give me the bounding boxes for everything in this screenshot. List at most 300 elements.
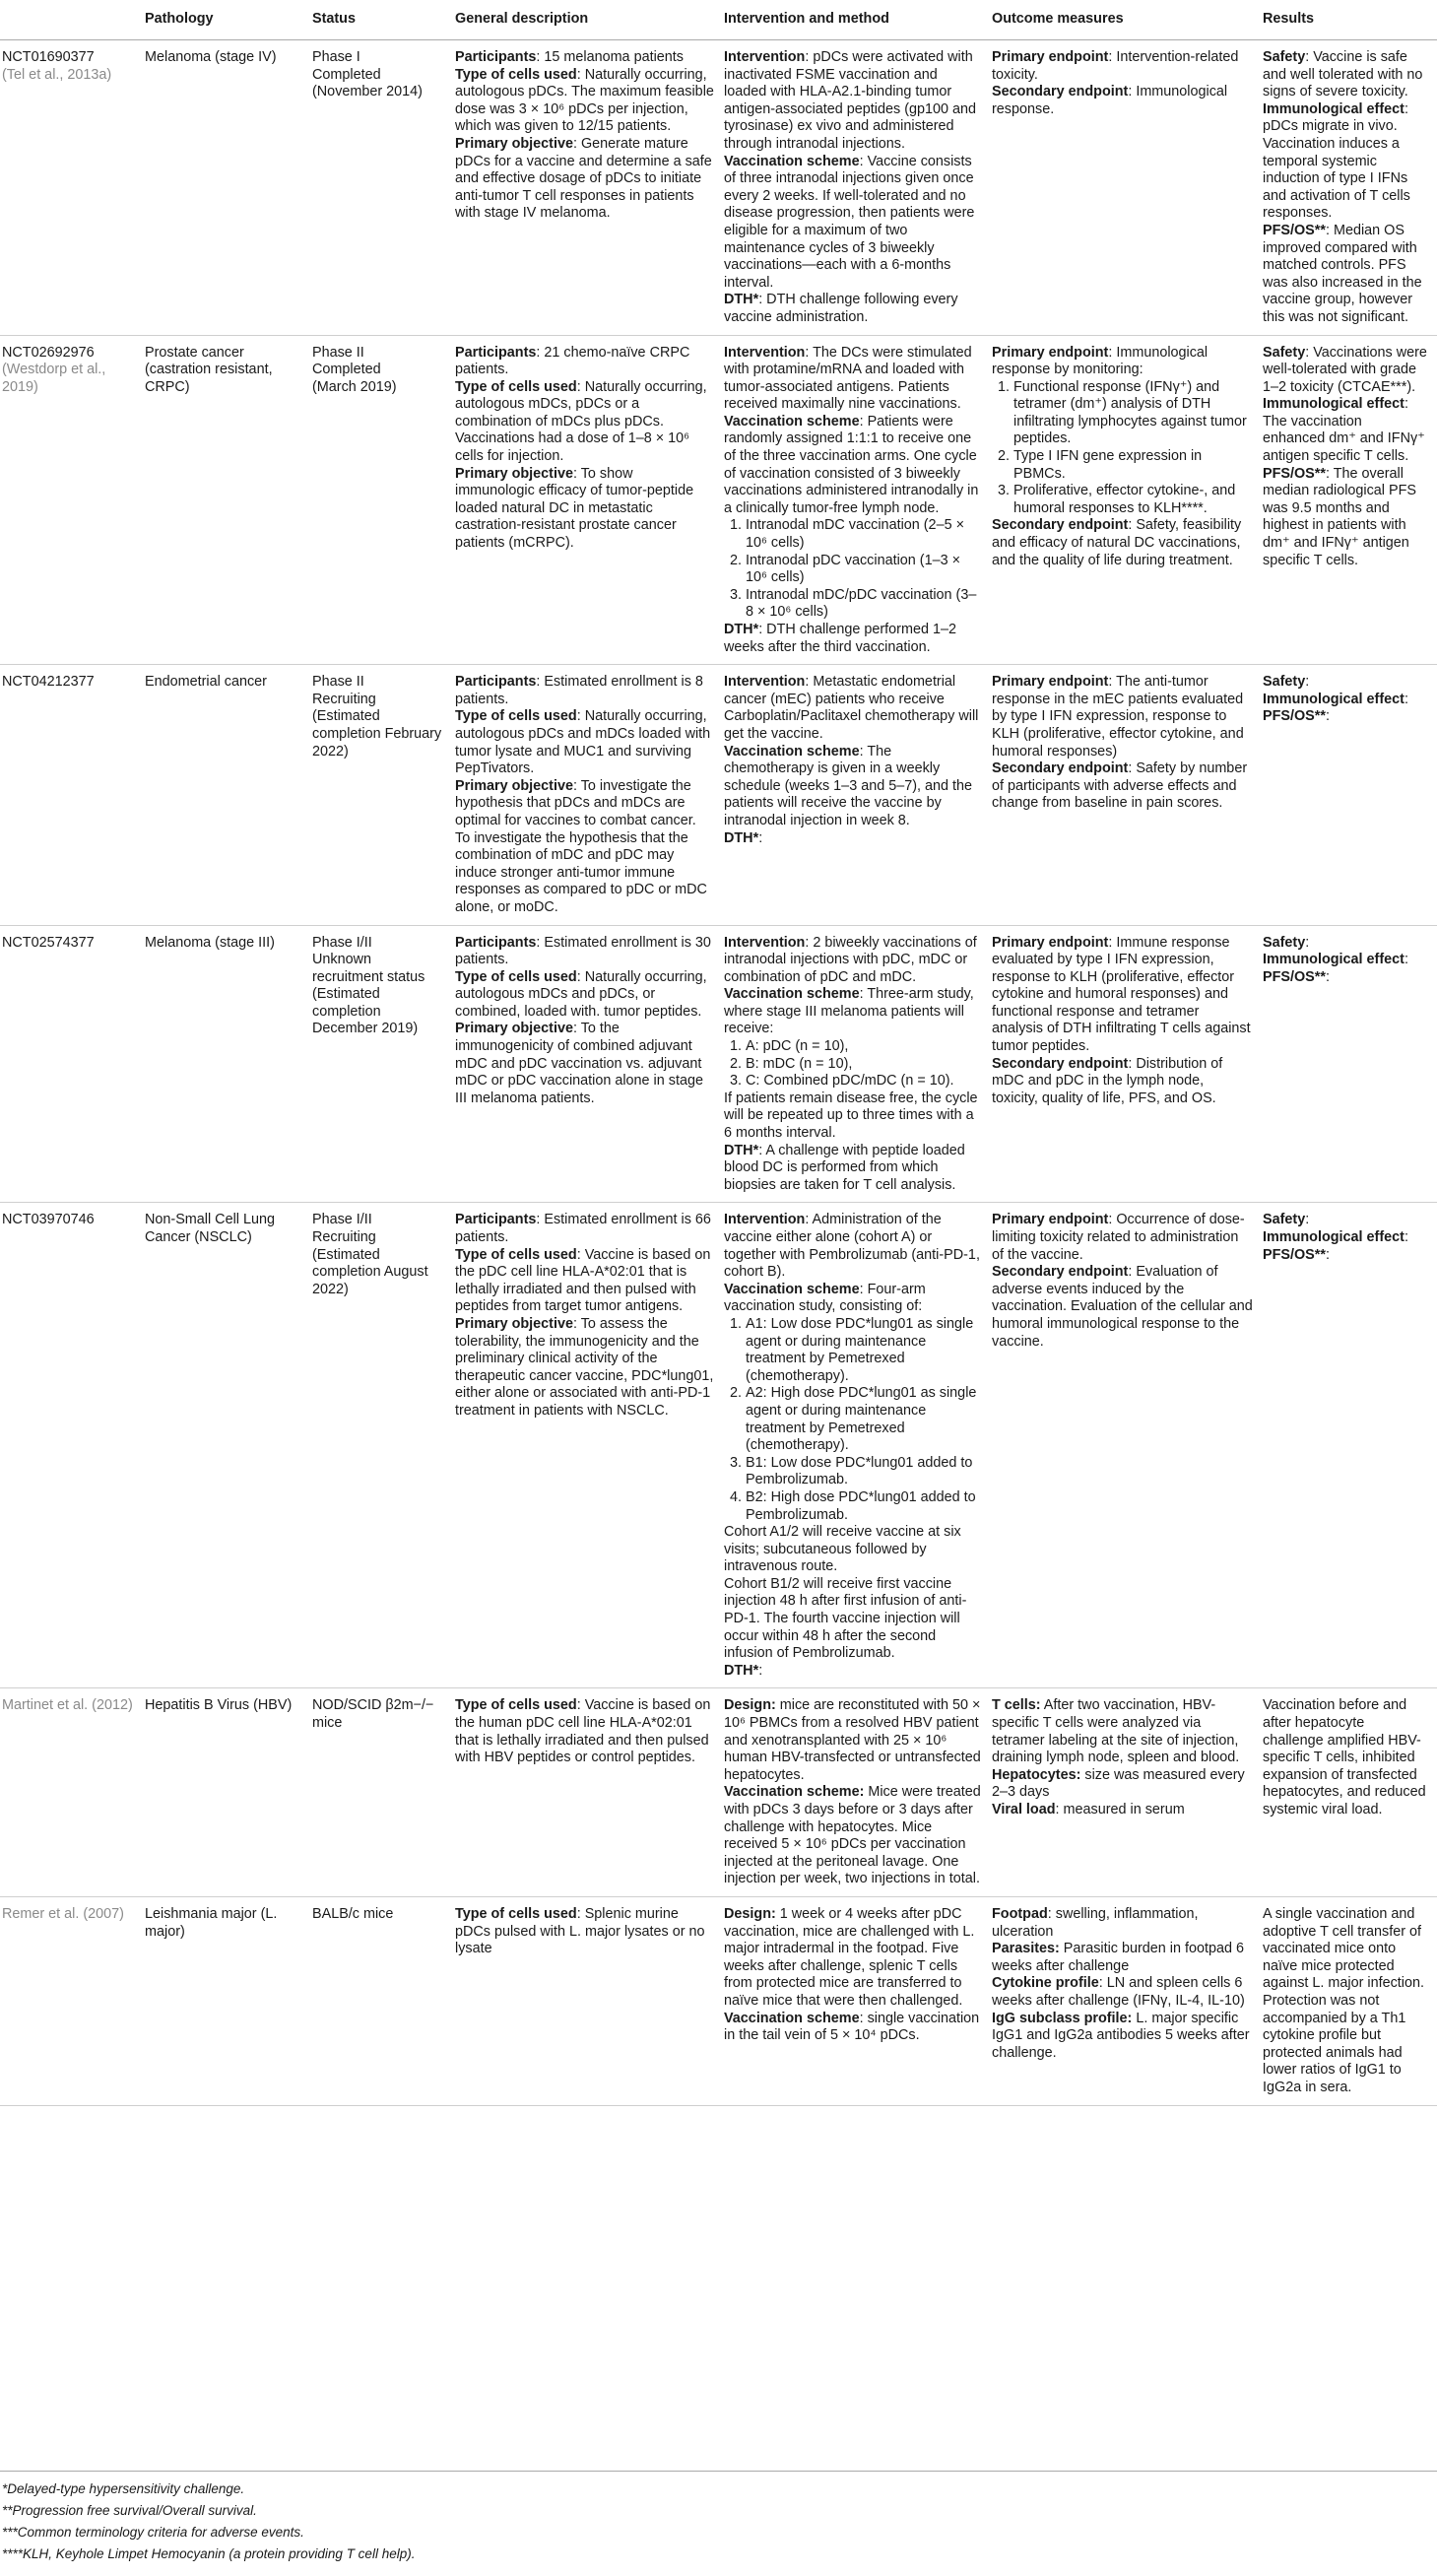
field-text: : To show immunologic efficacy of tumor-peptide loaded natural DC in metastatic castration-resistant prostate cancer patients (mCRPC). (455, 465, 694, 552)
status-line: Phase II (312, 674, 364, 691)
field-label: Intervention (724, 934, 806, 951)
field-text: : (1305, 1212, 1310, 1228)
paragraph (992, 49, 1253, 84)
table-body (0, 40, 1437, 2106)
list-item: 2. Type I IFN gene expression in PBMCs. (1013, 448, 1253, 483)
intervention-cell (724, 925, 992, 1203)
col-header-outcome: Outcome measures (992, 0, 1263, 40)
field-text: Vaccination before and after hepatocyte challenge amplified HBV-specific T cells, inhibited expansion of transfected hepatocytes, and reduced systemic viral load. (1263, 1697, 1426, 1817)
paragraph (455, 49, 714, 67)
paragraph (1263, 1229, 1427, 1247)
field-text: : Estimated enrollment is 66 patients. (455, 1212, 711, 1245)
field-text: : Naturally occurring, autologous mDCs and pDCs, or combined, loaded with. tumor peptides. (455, 968, 707, 1020)
paragraph (992, 1767, 1253, 1802)
paragraph (1263, 1212, 1427, 1229)
field-label: Design: (724, 1697, 776, 1714)
status-line: Completed (312, 362, 381, 378)
status-line: Phase I/II (312, 1212, 372, 1228)
field-label: Type of cells used (455, 378, 577, 395)
field-text: : (758, 1662, 763, 1679)
description-cell (455, 1203, 724, 1688)
field-label: Primary endpoint (992, 344, 1109, 361)
paragraph (1263, 1906, 1427, 2097)
footnote-pfs-os: **Progression free survival/Overall survival. (2, 2503, 257, 2518)
reference-citation: (Westdorp et al., 2019) (2, 362, 106, 395)
field-text: : swelling, inflammation, ulceration (992, 1905, 1199, 1940)
field-text: : The DCs were stimulated with protamine/mRNA and loaded with tumor-associated antigens. Patients received maximally nine vaccinations. (724, 344, 972, 413)
trial-id-cell (0, 40, 145, 336)
status-line: (Estimated completion February 2022) (312, 708, 442, 760)
field-text: : Safety, feasibility and efficacy of natural DC vaccinations, and the quality of life during treatment. (992, 517, 1242, 568)
paragraph (455, 345, 714, 379)
outcome-cell (992, 1896, 1263, 2105)
field-text: : The anti-tumor response in the mEC patients evaluated by type I IFN expression, response to KLH (proliferative, effector cytokine, and humoral responses) (992, 674, 1244, 760)
field-text: Cohort A1/2 will receive vaccine at six visits; subcutaneous followed by intravenous route. (724, 1524, 961, 1575)
paragraph (1263, 1697, 1427, 1818)
reference-citation: Martinet et al. (2012) (2, 1697, 133, 1714)
list-item: 2. A2: High dose PDC*lung01 as single agent or during maintenance treatment by Pemetrexed (chemotherapy). (746, 1385, 982, 1454)
trial-id-cell (0, 335, 145, 665)
paragraph (992, 1264, 1253, 1351)
header-row (0, 0, 1437, 40)
field-label: Secondary endpoint (992, 1264, 1129, 1281)
paragraph (724, 1697, 982, 1784)
status-cell (312, 925, 455, 1203)
field-text: : The vaccination enhanced dm⁺ and IFNγ⁺ antigen specific T cells. (1263, 396, 1425, 465)
field-text: : (1325, 968, 1330, 985)
paragraph (724, 1212, 982, 1281)
field-label: Vaccination scheme (724, 413, 860, 429)
outcome-cell (992, 665, 1263, 925)
field-label: Safety (1263, 934, 1306, 951)
numbered-list (992, 379, 1253, 518)
field-text: : pDCs were activated with inactivated FSME vaccination and loaded with HLA-A2.1-binding tumor antigen-associated peptides (gp100 and tyrosinase) ex vivo and administered through intranodal injections. (724, 49, 977, 152)
field-label: Participants (455, 674, 537, 691)
field-label: DTH* (724, 292, 759, 308)
field-text: : DTH challenge following every vaccine administration. (724, 292, 958, 325)
status-line: (November 2014) (312, 84, 423, 100)
field-label: Participants (455, 934, 537, 951)
field-text: : Splenic murine pDCs pulsed with L. major lysates or no lysate (455, 1905, 705, 1957)
paragraph (724, 414, 982, 518)
field-text: : Vaccine consists of three intranodal injections given once every 2 weeks. If well-tolerated and no disease progression, then patients were eligible for a maximum of two maintenance cycles of 3 biweekly vaccinations—each with a 6-months interval. (724, 153, 975, 291)
paragraph (724, 154, 982, 293)
field-text: L. major specific IgG1 and IgG2a antibodies 5 weeks after challenge. (992, 2010, 1250, 2061)
paragraph (1263, 1247, 1427, 1265)
field-label: Vaccination scheme (724, 1281, 860, 1297)
footnote-dth: *Delayed-type hypersensitivity challenge. (2, 2481, 245, 2496)
field-text: size was measured every 2–3 days (992, 1766, 1245, 1801)
field-label: Intervention (724, 344, 806, 361)
field-label: DTH* (724, 1142, 759, 1158)
numbered-list (724, 517, 982, 622)
paragraph (992, 1802, 1253, 1819)
paragraph (455, 1247, 714, 1316)
paragraph (1263, 345, 1427, 397)
paragraph (724, 345, 982, 414)
results-cell (1263, 665, 1437, 925)
trial-id: NCT02692976 (2, 344, 95, 361)
field-label: Primary objective (455, 135, 573, 152)
field-label: Type of cells used (455, 968, 577, 985)
status-line: Unknown recruitment status (312, 952, 425, 985)
paragraph (455, 1212, 714, 1246)
list-item: 3. Proliferative, effector cytokine-, and humoral responses to KLH****. (1013, 483, 1253, 517)
field-label: Primary objective (455, 1315, 573, 1332)
paragraph (992, 1941, 1253, 1975)
col-header-pathology: Pathology (145, 0, 312, 40)
field-text: : measured in serum (1055, 1802, 1185, 1817)
status-line: NOD/SCID β2m−/− mice (312, 1697, 434, 1732)
numbered-list (724, 1316, 982, 1524)
field-text: : Immunological response. (992, 84, 1228, 117)
field-text: : Three-arm study, where stage III melanoma patients will receive: (724, 986, 974, 1037)
pathology-cell: Prostate cancer (castration resistant, CRPC) (145, 335, 312, 665)
paragraph (455, 379, 714, 466)
results-cell (1263, 335, 1437, 665)
field-label: DTH* (724, 1662, 759, 1679)
field-text: : Metastatic endometrial cancer (mEC) patients who receive Carboplatin/Paclitaxel chemotherapy will get the vaccine. (724, 674, 979, 742)
field-label: Immunological effect (1263, 100, 1404, 117)
footnote-divider (0, 2471, 1437, 2472)
status-line: Recruiting (312, 691, 376, 707)
paragraph (724, 1090, 982, 1143)
field-label: Type of cells used (455, 1246, 577, 1263)
paragraph (992, 1212, 1253, 1264)
field-label: Participants (455, 49, 537, 65)
paragraph (992, 1697, 1253, 1766)
paragraph (992, 517, 1253, 569)
status-cell (312, 40, 455, 336)
trial-id-cell (0, 1688, 145, 1897)
table-row (0, 925, 1437, 1203)
paragraph (992, 84, 1253, 118)
field-label: Participants (455, 344, 537, 361)
paragraph (724, 2011, 982, 2045)
list-item: 4. B2: High dose PDC*lung01 added to Pembrolizumab. (746, 1489, 982, 1524)
field-text: : (1325, 1246, 1330, 1263)
field-text: : Immune response evaluated by type I IFN expression, response to KLH (proliferative, effector cytokine and humoral responses) and functional response and tetramer analysis of DTH infiltrating T cells against tumor peptides. (992, 934, 1251, 1055)
field-text: : Occurrence of dose-limiting toxicity related to administration of the vaccine. (992, 1212, 1245, 1263)
paragraph (1263, 935, 1427, 953)
status-line: Phase I (312, 49, 360, 65)
reference-citation: (Tel et al., 2013a) (2, 66, 112, 83)
paragraph (992, 1056, 1253, 1108)
field-label: Viral load (992, 1802, 1056, 1817)
field-text: : (1305, 674, 1310, 691)
field-label: Parasites: (992, 1941, 1060, 1957)
field-label: Intervention (724, 674, 806, 691)
table-row (0, 1896, 1437, 2105)
paragraph (724, 935, 982, 987)
field-label: Secondary endpoint (992, 760, 1129, 777)
paragraph (992, 935, 1253, 1056)
field-label: Primary endpoint (992, 674, 1109, 691)
field-label: Vaccination scheme (724, 986, 860, 1003)
outcome-cell (992, 1688, 1263, 1897)
col-header-description: General description (455, 0, 724, 40)
field-text: : Naturally occurring, autologous pDCs and mDCs loaded with tumor lysate and MUC1 and surviving PepTivators. (455, 708, 711, 777)
field-text: : Median OS improved compared with matched controls. PFS was also increased in the vaccine group, however this was not significant. (1263, 222, 1422, 325)
field-label: Design: (724, 1905, 776, 1922)
intervention-cell (724, 40, 992, 336)
results-cell (1263, 1688, 1437, 1897)
paragraph (724, 1282, 982, 1316)
field-text: : Vaccine is based on the pDC cell line HLA-A*02:01 that is lethally irradiated and then pulsed with peptides from target tumor antigens. (455, 1246, 711, 1315)
field-text: : Safety by number of participants with adverse effects and change from baseline in pain scores. (992, 760, 1248, 812)
field-text: : 21 chemo-naïve CRPC patients. (455, 344, 690, 378)
status-line: Completed (312, 66, 381, 83)
field-label: Vaccination scheme (724, 153, 860, 169)
field-label: Vaccination scheme (724, 743, 860, 760)
field-label: Safety (1263, 49, 1306, 65)
field-label: Immunological effect (1263, 1229, 1404, 1245)
status-line: (Estimated completion August 2022) (312, 1246, 428, 1297)
paragraph (724, 1784, 982, 1888)
field-label: Cytokine profile (992, 1975, 1099, 1992)
trial-id-cell (0, 1896, 145, 2105)
trial-id-cell (0, 665, 145, 925)
list-item: 3. C: Combined pDC/mDC (n = 10). (746, 1073, 982, 1090)
field-label: PFS/OS** (1263, 222, 1326, 238)
list-item: 2. Intranodal pDC vaccination (1–3 × 10⁶ cells) (746, 553, 982, 587)
table-row (0, 665, 1437, 925)
footnote-klh: ****KLH, Keyhole Limpet Hemocyanin (a protein providing T cell help). (2, 2546, 416, 2561)
field-label: Primary objective (455, 1021, 573, 1037)
field-label: Vaccination scheme (724, 2010, 860, 2026)
paragraph (455, 136, 714, 223)
paragraph (724, 744, 982, 830)
results-cell (1263, 1896, 1437, 2105)
field-text: : To the immunogenicity of combined adjuvant mDC and pDC vaccination vs. adjuvant mDC or pDC vaccination alone in stage III melanoma patients. (455, 1021, 703, 1106)
field-label: Participants (455, 1212, 537, 1228)
intervention-cell (724, 335, 992, 665)
results-cell (1263, 40, 1437, 336)
col-header-results: Results (1263, 0, 1437, 40)
paragraph (1263, 952, 1427, 969)
status-cell (312, 1203, 455, 1688)
field-text: : Vaccinations were well-tolerated with grade 1–2 toxicity (CTCAE***). (1263, 344, 1427, 395)
field-text: : The chemotherapy is given in a weekly schedule (weeks 1–3 and 5–7), and the patients will receive the vaccine by intranodal injection in week 8. (724, 743, 973, 828)
paragraph (724, 49, 982, 154)
field-text: : (1404, 1229, 1408, 1245)
status-line: Phase II (312, 344, 364, 361)
field-label: Primary endpoint (992, 934, 1109, 951)
paragraph (724, 986, 982, 1038)
field-text: A single vaccination and adoptive T cell transfer of vaccinated mice onto naïve mice protected against L. major infection. Protection was not accompanied by a Th1 cytokine profile but protected animals had lower ratios of IgG1 to IgG2a in sera. (1263, 1905, 1424, 2095)
field-label: Immunological effect (1263, 952, 1404, 968)
pathology-cell: Melanoma (stage III) (145, 925, 312, 1203)
paragraph (455, 935, 714, 969)
paragraph (992, 1975, 1253, 2010)
field-text: : Generate mature pDCs for a vaccine and determine a safe and effective dosage of pDCs to initiate anti-tumor T cell responses in patients with stage IV melanoma. (455, 135, 712, 222)
status-line: (March 2019) (312, 378, 397, 395)
paragraph (992, 2011, 1253, 2063)
field-label: Safety (1263, 674, 1306, 691)
paragraph (724, 674, 982, 743)
field-text: Mice were treated with pDCs 3 days before or 3 days after challenge with hepatocytes. Mice received 5 × 10⁶ pDCs per vaccination injected at the peritoneal lavage. One injection per week, two injections in total. (724, 1784, 981, 1887)
field-label: Safety (1263, 344, 1306, 361)
table-row (0, 1688, 1437, 1897)
field-text: : (1404, 691, 1408, 707)
field-text: mice are reconstituted with 50 × 10⁶ PBMCs from a resolved HBV patient and xenotransplanted with 25 × 10⁶ human HBV-transfected or untransfected hepatocytes. (724, 1697, 981, 1783)
intervention-cell (724, 1896, 992, 2105)
field-label: Intervention (724, 49, 806, 65)
paragraph (455, 778, 714, 917)
status-line: BALB/c mice (312, 1905, 394, 1922)
field-text: : (1404, 952, 1408, 968)
paragraph (1263, 692, 1427, 709)
field-text: : 15 melanoma patients (536, 49, 684, 65)
list-item: 3. Intranodal mDC/pDC vaccination (3–8 × 10⁶ cells) (746, 587, 982, 622)
footnote-ctcae: ***Common terminology criteria for adverse events. (2, 2525, 304, 2540)
field-label: DTH* (724, 829, 759, 846)
list-item: 2. B: mDC (n = 10), (746, 1056, 982, 1074)
description-cell (455, 40, 724, 336)
field-text: Parasitic burden in footpad 6 weeks after challenge (992, 1941, 1245, 1974)
field-label: Primary endpoint (992, 1212, 1109, 1228)
paragraph (455, 969, 714, 1022)
paragraph (455, 1021, 714, 1107)
col-header-status: Status (312, 0, 455, 40)
paragraph (1263, 223, 1427, 327)
pathology-cell: Melanoma (stage IV) (145, 40, 312, 336)
field-text: : (1325, 708, 1330, 725)
paragraph (455, 1906, 714, 1958)
field-text: : (758, 829, 763, 846)
outcome-cell (992, 1203, 1263, 1688)
field-label: T cells: (992, 1697, 1041, 1714)
numbered-list (724, 1038, 982, 1090)
paragraph (1263, 708, 1427, 726)
col-header-id (0, 0, 145, 40)
field-label: Type of cells used (455, 1905, 577, 1922)
table-row (0, 40, 1437, 336)
paragraph (455, 1316, 714, 1420)
field-label: Secondary endpoint (992, 1055, 1129, 1072)
list-item: 1. A: pDC (n = 10), (746, 1038, 982, 1056)
reference-citation: Remer et al. (2007) (2, 1905, 124, 1922)
paragraph (1263, 101, 1427, 223)
status-line: Phase I/II (312, 934, 372, 951)
field-label: PFS/OS** (1263, 1246, 1326, 1263)
description-cell (455, 925, 724, 1203)
field-text: : (1305, 934, 1310, 951)
field-text: If patients remain disease free, the cycle will be repeated up to three times with a 6 months interval. (724, 1090, 978, 1142)
paragraph (724, 622, 982, 656)
field-text: : LN and spleen cells 6 weeks after challenge (IFNγ, IL-4, IL-10) (992, 1975, 1245, 2009)
field-label: Safety (1263, 1212, 1306, 1228)
intervention-cell (724, 1203, 992, 1688)
field-text: After two vaccination, HBV-specific T cells were analyzed via tetramer labeling at the site of injection, draining lymph node, spleen and blood. (992, 1697, 1240, 1766)
field-text: : Administration of the vaccine either alone (cohort A) or together with Pembrolizumab (anti-PD-1, cohort B). (724, 1212, 980, 1281)
description-cell (455, 1688, 724, 1897)
field-label: Primary endpoint (992, 49, 1109, 65)
field-label: Type of cells used (455, 1697, 577, 1714)
field-label: Immunological effect (1263, 396, 1404, 413)
paragraph (1263, 396, 1427, 465)
paragraph (724, 1524, 982, 1576)
field-text: : To assess the tolerability, the immunogenicity and the preliminary clinical activity of the therapeutic cancer vaccine, PDC*lung01, either alone or associated with anti-PD-1 treatment in patients with NSCLC. (455, 1315, 714, 1419)
field-label: Vaccination scheme: (724, 1784, 865, 1801)
field-label: Primary objective (455, 465, 573, 482)
field-text: : DTH challenge performed 1–2 weeks after the third vaccination. (724, 622, 956, 655)
field-text: : pDCs migrate in vivo. Vaccination induces a temporal systemic induction of type I IFNs and activation of T cells responses. (1263, 100, 1410, 222)
paragraph (992, 674, 1253, 760)
field-text: : Naturally occurring, autologous mDCs, pDCs or a combination of mDCs plus pDCs. Vaccinations had a dose of 1–8 × 10⁶ cells for injection. (455, 378, 707, 465)
outcome-cell (992, 335, 1263, 665)
status-line: (Estimated completion December 2019) (312, 986, 419, 1037)
table-row (0, 335, 1437, 665)
field-label: Type of cells used (455, 66, 577, 83)
field-text: : To investigate the hypothesis that pDCs and mDCs are optimal for vaccines to combat cancer. To investigate the hypothesis that the combination of mDC and pDC may induce stronger anti-tumor immune responses as compared to pDC or mDC alone, or moDC. (455, 777, 707, 915)
list-item: 1. Functional response (IFNγ⁺) and tetramer (dm⁺) analysis of DTH infiltrating lymphocytes against tumor peptides. (1013, 379, 1253, 448)
field-text: : Evaluation of adverse events induced by the vaccination. Evaluation of the cellular and humoral immunological response to the vaccine. (992, 1264, 1253, 1350)
field-text: : single vaccination in the tail vein of 5 × 10⁴ pDCs. (724, 2010, 980, 2044)
paragraph (724, 1906, 982, 2011)
paragraph (1263, 674, 1427, 692)
pathology-cell: Hepatitis B Virus (HBV) (145, 1688, 312, 1897)
list-item: 1. A1: Low dose PDC*lung01 as single agent or during maintenance treatment by Pemetrexed (chemotherapy). (746, 1316, 982, 1385)
paragraph (455, 466, 714, 553)
field-label: Hepatocytes: (992, 1766, 1081, 1783)
field-label: Immunological effect (1263, 691, 1404, 707)
paragraph (992, 1906, 1253, 1941)
field-text: : Immunological response by monitoring: (992, 344, 1208, 378)
field-text: : Patients were randomly assigned 1:1:1 to receive one of the three vaccination arms. One cycle of vaccination consisted of 3 biweekly vaccinations administered intranodally in a clinically tumor-free lymph node. (724, 413, 979, 516)
field-label: DTH* (724, 622, 759, 637)
status-cell (312, 335, 455, 665)
intervention-cell (724, 665, 992, 925)
description-cell (455, 335, 724, 665)
field-text: : A challenge with peptide loaded blood DC is performed from which biopsies are taken for T cell analysis. (724, 1142, 965, 1193)
paragraph (724, 1143, 982, 1195)
field-text: : Intervention-related toxicity. (992, 49, 1239, 83)
pathology-cell: Endometrial cancer (145, 665, 312, 925)
paragraph (724, 1576, 982, 1663)
trial-id-cell (0, 1203, 145, 1688)
list-item: 3. B1: Low dose PDC*lung01 added to Pembrolizumab. (746, 1455, 982, 1489)
field-text: : The overall median radiological PFS was 9.5 months and highest in patients with dm⁺ and IFNγ⁺ antigen specific T cells. (1263, 465, 1416, 568)
field-label: Intervention (724, 1212, 806, 1228)
pathology-cell: Non-Small Cell Lung Cancer (NSCLC) (145, 1203, 312, 1688)
field-label: Type of cells used (455, 708, 577, 725)
paragraph (455, 1697, 714, 1766)
paragraph (992, 760, 1253, 813)
description-cell (455, 1896, 724, 2105)
field-text: Cohort B1/2 will receive first vaccine injection 48 h after first infusion of anti-PD-1. The fourth vaccine injection will occur within 48 h after the second infusion of Pembrolizumab. (724, 1575, 967, 1662)
status-line: Recruiting (312, 1229, 376, 1245)
field-label: Secondary endpoint (992, 84, 1129, 100)
col-header-intervention: Intervention and method (724, 0, 992, 40)
paragraph (1263, 969, 1427, 987)
paragraph (455, 674, 714, 708)
field-text: 1 week or 4 weeks after pDC vaccination, mice are challenged with L. major intradermal in the footpad. Five weeks after challenge, splenic T cells from protected mice are transferred to naïve mice that were then challenged. (724, 1905, 975, 2009)
outcome-cell (992, 925, 1263, 1203)
field-text: : Estimated enrollment is 30 patients. (455, 934, 711, 968)
paragraph (1263, 49, 1427, 101)
trial-id: NCT04212377 (2, 674, 95, 691)
field-text: : Naturally occurring, autologous pDCs. The maximum feasible dose was 3 × 10⁶ pDCs per injection, which was given to 12/15 patients. (455, 66, 714, 135)
status-cell (312, 1896, 455, 2105)
field-text: : 2 biweekly vaccinations of intranodal injections with pDC, mDC or combination of pDC and mDC. (724, 934, 977, 985)
paragraph (724, 1663, 982, 1681)
paragraph (724, 292, 982, 326)
list-item: 1. Intranodal mDC vaccination (2–5 × 10⁶ cells) (746, 517, 982, 552)
paragraph (455, 67, 714, 136)
results-cell (1263, 1203, 1437, 1688)
trial-id: NCT02574377 (2, 934, 95, 951)
